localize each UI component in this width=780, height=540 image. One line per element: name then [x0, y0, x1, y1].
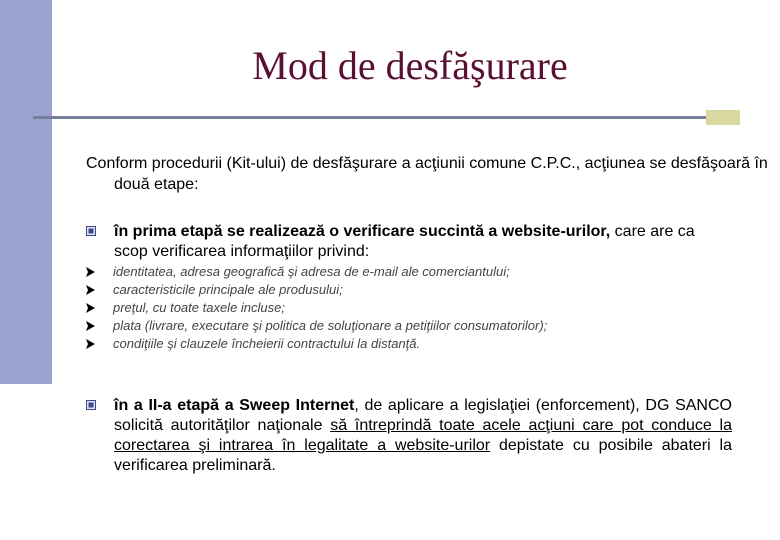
checkbox-bullet-icon: [86, 226, 96, 236]
bullet-stage-1: [86, 222, 732, 262]
bullet-stage-2-underlined: să întreprindă toate acele acţiuni care pot conduce la corectarea şi intrarea în legalitate a website-urilor: [114, 417, 732, 454]
sub-bullet-item: [86, 335, 746, 353]
bullet-stage-2-end: depistate cu posibile abateri la verificarea preliminară.: [114, 437, 733, 474]
sub-bullet-list: [86, 263, 746, 353]
bullet-stage-2-bold: în a II-a etapă a Sweep Internet: [114, 397, 355, 414]
title-rule: [33, 116, 706, 119]
title-rule-accent: [706, 110, 740, 125]
sidebar-band: [0, 0, 52, 384]
sub-bullet-text: preţul, cu toate taxele incluse;: [113, 300, 285, 315]
sub-bullet-item: [86, 299, 746, 317]
arrow-bullet-icon: [86, 285, 95, 295]
arrow-bullet-icon: [86, 267, 95, 277]
arrow-bullet-icon: [86, 303, 95, 313]
arrow-bullet-icon: [86, 321, 95, 331]
sub-bullet-text: plata (livrare, executare şi politica de soluţionare a petiţiilor consumatorilor);: [113, 318, 548, 333]
sub-bullet-item: [86, 281, 746, 299]
sub-bullet-text: condiţiile şi clauzele încheierii contractului la distanţă.: [113, 336, 421, 351]
intro-paragraph: Conform procedurii (Kit-ului) de desfăşurare a acţiunii comune C.P.C., acţiunea se desfăşoară în două etape:: [86, 155, 768, 193]
checkbox-bullet-icon: [86, 400, 96, 410]
sub-bullet-item: [86, 263, 746, 281]
sub-bullet-text: identitatea, adresa geografică şi adresa de e-mail ale comerciantului;: [113, 264, 510, 279]
bullet-stage-2-mid: , de aplicare a legislaţiei (enforcement), DG SANCO solicită autorităţilor naţionale: [114, 397, 732, 434]
sub-bullet-item: [86, 317, 746, 335]
slide-title: Mod de desfăşurare: [252, 43, 568, 88]
arrow-bullet-icon: [86, 339, 95, 349]
bullet-stage-1-bold: în prima etapă se realizează o verificare succintă a website-urilor,: [114, 223, 611, 240]
sub-bullet-text: caracteristicile principale ale produsului;: [113, 282, 343, 297]
bullet-stage-1-rest: care are ca scop verificarea informaţiilor privind:: [114, 223, 695, 260]
bullet-stage-2: [86, 396, 732, 476]
